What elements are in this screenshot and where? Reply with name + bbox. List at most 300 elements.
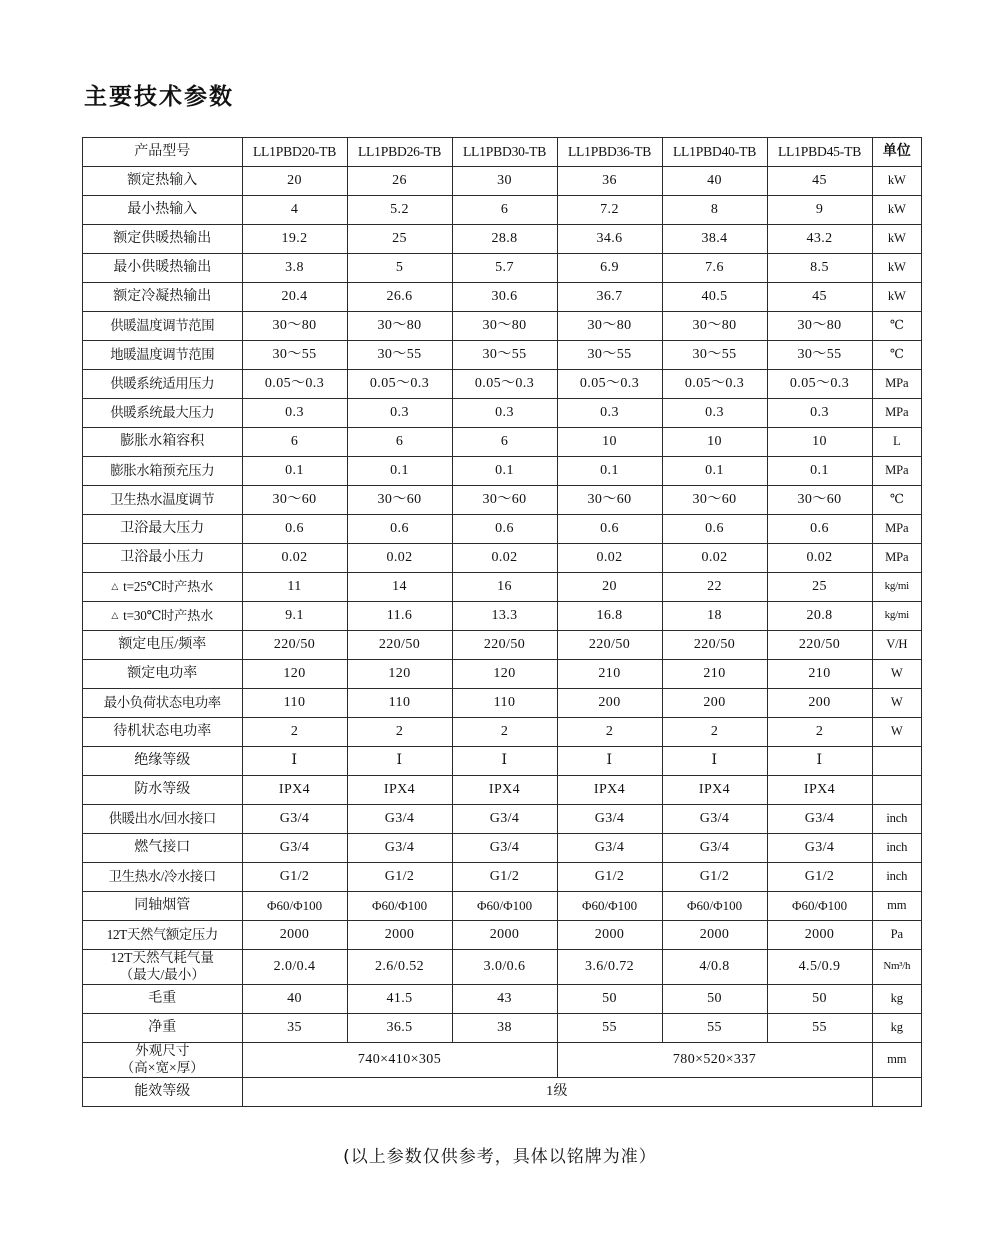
row-5 <box>83 312 922 341</box>
row-value: 2000 <box>557 921 662 950</box>
row-value: 25 <box>347 225 452 254</box>
row-label: 绝缘等级 <box>83 747 243 776</box>
row-value: 220/50 <box>557 631 662 660</box>
spec-table-container <box>82 137 922 1107</box>
row-value: Φ60/Φ100 <box>557 892 662 921</box>
row-value: 30～80 <box>662 312 767 341</box>
row-value: 45 <box>767 283 872 312</box>
row-16 <box>83 631 922 660</box>
row-value: 38.4 <box>662 225 767 254</box>
row-label: 额定冷凝热输出 <box>83 283 243 312</box>
row-20 <box>83 747 922 776</box>
row-value: G3/4 <box>557 834 662 863</box>
row-value: 6 <box>452 196 557 225</box>
row-value: Φ60/Φ100 <box>767 892 872 921</box>
row-value: 38 <box>452 1013 557 1042</box>
row-unit: Nm³/h <box>872 950 921 985</box>
row-label: 净重 <box>83 1013 243 1042</box>
row-value: 34.6 <box>557 225 662 254</box>
row-value: 8.5 <box>767 254 872 283</box>
row-label <box>83 573 243 602</box>
row-value: 210 <box>662 660 767 689</box>
row-value: 8 <box>662 196 767 225</box>
row-value: 110 <box>452 689 557 718</box>
row-label: 最小供暖热输出 <box>83 254 243 283</box>
row-12 <box>83 515 922 544</box>
row-value: 220/50 <box>242 631 347 660</box>
row-value: 0.6 <box>347 515 452 544</box>
row-label: 毛重 <box>83 984 243 1013</box>
row-label: 最小热输入 <box>83 196 243 225</box>
row-value: 2.0/0.4 <box>242 950 347 985</box>
row-value: 30～60 <box>452 486 557 515</box>
row-value: 0.1 <box>452 457 557 486</box>
row-value: 19.2 <box>242 225 347 254</box>
row-value: 0.6 <box>557 515 662 544</box>
row-value: 4.5/0.9 <box>767 950 872 985</box>
row-value: 14 <box>347 573 452 602</box>
row-4 <box>83 283 922 312</box>
row-value: 30～80 <box>242 312 347 341</box>
row-value: 30～80 <box>767 312 872 341</box>
row-18 <box>83 689 922 718</box>
row-value: IPX4 <box>452 776 557 805</box>
row-value: 0.3 <box>662 399 767 428</box>
row-value: 4/0.8 <box>662 950 767 985</box>
row-value: G3/4 <box>767 805 872 834</box>
row-value: 30～60 <box>557 486 662 515</box>
row-value: 45 <box>767 167 872 196</box>
row-dimensions <box>83 1042 922 1077</box>
row-value: 0.3 <box>242 399 347 428</box>
row-value: IPX4 <box>347 776 452 805</box>
spec-table <box>82 137 922 1107</box>
row-26 <box>83 921 922 950</box>
row-value: 0.1 <box>347 457 452 486</box>
row-value: 55 <box>662 1013 767 1042</box>
row-value: 210 <box>557 660 662 689</box>
row-value: 110 <box>242 689 347 718</box>
row-7 <box>83 370 922 399</box>
row-value: 0.05～0.3 <box>767 370 872 399</box>
row-value: 120 <box>242 660 347 689</box>
row-23 <box>83 834 922 863</box>
header-label-cell: 产品型号 <box>83 138 243 167</box>
row-value: G3/4 <box>767 834 872 863</box>
row-value: 120 <box>452 660 557 689</box>
dimensions-unit: mm <box>872 1042 921 1077</box>
row-label: 供暖温度调节范围 <box>83 312 243 341</box>
row-value: 120 <box>347 660 452 689</box>
row-unit: kg/mi <box>872 573 921 602</box>
row-value: IPX4 <box>242 776 347 805</box>
row-value: 55 <box>767 1013 872 1042</box>
row-value: G3/4 <box>557 805 662 834</box>
row-unit: MPa <box>872 515 921 544</box>
row-label: 供暖出水/回水接口 <box>83 805 243 834</box>
row-value: 5.7 <box>452 254 557 283</box>
row-value: 0.3 <box>557 399 662 428</box>
row-value: 50 <box>662 984 767 1013</box>
row-value: 4 <box>242 196 347 225</box>
row-value: 9.1 <box>242 602 347 631</box>
row-value: G3/4 <box>452 834 557 863</box>
row-unit: kg <box>872 1013 921 1042</box>
row-value: 26 <box>347 167 452 196</box>
row-unit <box>872 747 921 776</box>
row-value: 10 <box>662 428 767 457</box>
row-unit: Pa <box>872 921 921 950</box>
row-label: 膨胀水箱容积 <box>83 428 243 457</box>
row-label: 卫浴最小压力 <box>83 544 243 573</box>
row-value: 20.8 <box>767 602 872 631</box>
row-value: 0.6 <box>452 515 557 544</box>
row-28 <box>83 984 922 1013</box>
row-label-line2: （最大/最小） <box>119 966 205 982</box>
row-value: 2 <box>452 718 557 747</box>
row-value: 30～55 <box>242 341 347 370</box>
row-value: 2.6/0.52 <box>347 950 452 985</box>
row-value: Φ60/Φ100 <box>347 892 452 921</box>
row-value: 0.02 <box>557 544 662 573</box>
row-value: 40 <box>662 167 767 196</box>
row-24 <box>83 863 922 892</box>
row-unit: inch <box>872 863 921 892</box>
row-value: 30～55 <box>347 341 452 370</box>
row-value: IPX4 <box>767 776 872 805</box>
dimensions-value-right: 780×520×337 <box>557 1042 872 1077</box>
row-value: 13.3 <box>452 602 557 631</box>
row-value: 0.02 <box>662 544 767 573</box>
row-1 <box>83 196 922 225</box>
dimensions-label-line1: 外观尺寸 <box>135 1042 190 1058</box>
row-value: 16.8 <box>557 602 662 631</box>
row-unit: kW <box>872 167 921 196</box>
delta-triangle-icon: △ <box>111 609 119 620</box>
row-value: G1/2 <box>452 863 557 892</box>
row-value: 220/50 <box>662 631 767 660</box>
row-value: 2000 <box>662 921 767 950</box>
row-value: 0.3 <box>452 399 557 428</box>
row-6 <box>83 341 922 370</box>
row-value: 0.1 <box>242 457 347 486</box>
row-value: 30～60 <box>662 486 767 515</box>
row-label: 额定电功率 <box>83 660 243 689</box>
row-value: Ⅰ <box>347 747 452 776</box>
row-value: 0.05～0.3 <box>557 370 662 399</box>
row-label: 燃气接口 <box>83 834 243 863</box>
row-value: 30～55 <box>557 341 662 370</box>
row-value: 10 <box>557 428 662 457</box>
row-22 <box>83 805 922 834</box>
row-label: 卫浴最大压力 <box>83 515 243 544</box>
row-value: 35 <box>242 1013 347 1042</box>
row-label: 供暖系统适用压力 <box>83 370 243 399</box>
row-value: 3.0/0.6 <box>452 950 557 985</box>
row-value: 2 <box>662 718 767 747</box>
efficiency-value: 1级 <box>242 1077 872 1106</box>
row-value: 30～80 <box>452 312 557 341</box>
row-value: 18 <box>662 602 767 631</box>
row-value: G1/2 <box>242 863 347 892</box>
dimensions-value-left: 740×410×305 <box>242 1042 557 1077</box>
row-value: 2000 <box>242 921 347 950</box>
dimensions-label-line2: （高×宽×厚） <box>120 1059 204 1075</box>
row-value: 2000 <box>347 921 452 950</box>
row-label-line1: 12T天然气耗气量 <box>110 950 214 965</box>
row-unit: mm <box>872 892 921 921</box>
row-value: 0.02 <box>347 544 452 573</box>
row-value: 30～60 <box>347 486 452 515</box>
row-value: 0.6 <box>662 515 767 544</box>
efficiency-label: 能效等级 <box>83 1077 243 1106</box>
header-unit-cell: 单位 <box>872 138 921 167</box>
row-15 <box>83 602 922 631</box>
row-value: G1/2 <box>767 863 872 892</box>
row-value: 0.05～0.3 <box>242 370 347 399</box>
row-value: G1/2 <box>557 863 662 892</box>
row-value: 6 <box>452 428 557 457</box>
row-value: G3/4 <box>347 805 452 834</box>
row-value: 220/50 <box>452 631 557 660</box>
row-value: Φ60/Φ100 <box>452 892 557 921</box>
row-value: 40.5 <box>662 283 767 312</box>
row-29 <box>83 1013 922 1042</box>
row-value: Ⅰ <box>242 747 347 776</box>
row-value: 6 <box>242 428 347 457</box>
row-value: Ⅰ <box>767 747 872 776</box>
row-value: Ⅰ <box>452 747 557 776</box>
row-unit: W <box>872 689 921 718</box>
row-14 <box>83 573 922 602</box>
row-value: G3/4 <box>242 805 347 834</box>
row-unit: inch <box>872 805 921 834</box>
row-unit: V/H <box>872 631 921 660</box>
row-value: Φ60/Φ100 <box>662 892 767 921</box>
header-model-1: LL1PBD26-TB <box>347 138 452 167</box>
row-0 <box>83 167 922 196</box>
row-unit: inch <box>872 834 921 863</box>
row-value: 0.02 <box>767 544 872 573</box>
row-value: G1/2 <box>662 863 767 892</box>
row-value: 2 <box>767 718 872 747</box>
row-value: 41.5 <box>347 984 452 1013</box>
row-value: 36.5 <box>347 1013 452 1042</box>
row-value: 30～55 <box>767 341 872 370</box>
row-label: 12T天然气额定压力 <box>83 921 243 950</box>
row-label: 额定电压/频率 <box>83 631 243 660</box>
row-unit: MPa <box>872 544 921 573</box>
row-unit: L <box>872 428 921 457</box>
row-value: 3.8 <box>242 254 347 283</box>
row-label-text: t=25℃时产热水 <box>123 578 214 594</box>
row-value: 220/50 <box>767 631 872 660</box>
row-value: 5.2 <box>347 196 452 225</box>
row-25 <box>83 892 922 921</box>
delta-triangle-icon: △ <box>111 580 119 591</box>
row-value: G3/4 <box>452 805 557 834</box>
row-value: 50 <box>557 984 662 1013</box>
table-header-row <box>83 138 922 167</box>
row-3 <box>83 254 922 283</box>
row-value: Ⅰ <box>557 747 662 776</box>
row-value: 43.2 <box>767 225 872 254</box>
row-value: G3/4 <box>347 834 452 863</box>
row-value: 2000 <box>452 921 557 950</box>
row-value: 20.4 <box>242 283 347 312</box>
row-19 <box>83 718 922 747</box>
row-value: IPX4 <box>662 776 767 805</box>
row-label: 膨胀水箱预充压力 <box>83 457 243 486</box>
row-value: G3/4 <box>662 805 767 834</box>
row-label: 额定供暖热输出 <box>83 225 243 254</box>
header-model-2: LL1PBD30-TB <box>452 138 557 167</box>
row-unit: W <box>872 718 921 747</box>
row-value: 220/50 <box>347 631 452 660</box>
row-unit: W <box>872 660 921 689</box>
row-unit: MPa <box>872 399 921 428</box>
row-label: 额定热输入 <box>83 167 243 196</box>
row-value: 11.6 <box>347 602 452 631</box>
row-label: 供暖系统最大压力 <box>83 399 243 428</box>
row-value: Φ60/Φ100 <box>242 892 347 921</box>
row-value: 2 <box>242 718 347 747</box>
row-value: 200 <box>557 689 662 718</box>
row-value: 6 <box>347 428 452 457</box>
row-value: 0.05～0.3 <box>662 370 767 399</box>
row-27-gas-consumption <box>83 950 922 985</box>
row-value: 110 <box>347 689 452 718</box>
row-value: 200 <box>662 689 767 718</box>
row-unit: ℃ <box>872 312 921 341</box>
row-value: 40 <box>242 984 347 1013</box>
row-value: 0.3 <box>767 399 872 428</box>
row-value: 200 <box>767 689 872 718</box>
row-value: 26.6 <box>347 283 452 312</box>
row-value: 6.9 <box>557 254 662 283</box>
row-value: 0.05～0.3 <box>347 370 452 399</box>
row-value: Ⅰ <box>662 747 767 776</box>
row-label <box>83 950 243 985</box>
row-10 <box>83 457 922 486</box>
row-label: 同轴烟管 <box>83 892 243 921</box>
row-unit: kg/mi <box>872 602 921 631</box>
row-value: 3.6/0.72 <box>557 950 662 985</box>
row-value: 0.6 <box>242 515 347 544</box>
row-value: 30～80 <box>347 312 452 341</box>
row-value: 2 <box>347 718 452 747</box>
row-value: 25 <box>767 573 872 602</box>
row-value: IPX4 <box>557 776 662 805</box>
row-unit: kg <box>872 984 921 1013</box>
row-value: 9 <box>767 196 872 225</box>
row-efficiency <box>83 1077 922 1106</box>
row-value: 0.1 <box>767 457 872 486</box>
row-label: 卫生热水/冷水接口 <box>83 863 243 892</box>
row-value: 7.2 <box>557 196 662 225</box>
row-label: 待机状态电功率 <box>83 718 243 747</box>
row-value: 30～80 <box>557 312 662 341</box>
row-8 <box>83 399 922 428</box>
row-label: 卫生热水温度调节 <box>83 486 243 515</box>
row-13 <box>83 544 922 573</box>
row-21 <box>83 776 922 805</box>
row-2 <box>83 225 922 254</box>
row-value: 43 <box>452 984 557 1013</box>
row-value: 36.7 <box>557 283 662 312</box>
row-value: 28.8 <box>452 225 557 254</box>
dimensions-label <box>83 1042 243 1077</box>
row-value: 0.1 <box>557 457 662 486</box>
row-unit <box>872 776 921 805</box>
row-value: 30～60 <box>242 486 347 515</box>
row-unit: kW <box>872 254 921 283</box>
row-value: 20 <box>242 167 347 196</box>
spec-table-body <box>83 138 922 1107</box>
row-value: 0.05～0.3 <box>452 370 557 399</box>
row-value: G3/4 <box>242 834 347 863</box>
row-11 <box>83 486 922 515</box>
row-value: 36 <box>557 167 662 196</box>
row-value: 30～60 <box>767 486 872 515</box>
page-title: 主要技术参数 <box>84 84 234 110</box>
row-value: G1/2 <box>347 863 452 892</box>
row-value: 2000 <box>767 921 872 950</box>
row-unit: MPa <box>872 457 921 486</box>
row-unit: ℃ <box>872 341 921 370</box>
row-value: 22 <box>662 573 767 602</box>
row-value: 10 <box>767 428 872 457</box>
row-value: 0.02 <box>242 544 347 573</box>
row-value: 11 <box>242 573 347 602</box>
row-label: 最小负荷状态电功率 <box>83 689 243 718</box>
row-unit: ℃ <box>872 486 921 515</box>
row-value: 7.6 <box>662 254 767 283</box>
row-17 <box>83 660 922 689</box>
row-label: 防水等级 <box>83 776 243 805</box>
row-value: 30～55 <box>452 341 557 370</box>
row-value: 30.6 <box>452 283 557 312</box>
row-value: 210 <box>767 660 872 689</box>
row-value: 0.1 <box>662 457 767 486</box>
row-value: 30 <box>452 167 557 196</box>
row-value: 16 <box>452 573 557 602</box>
row-unit: kW <box>872 225 921 254</box>
header-model-3: LL1PBD36-TB <box>557 138 662 167</box>
row-unit: MPa <box>872 370 921 399</box>
efficiency-unit <box>872 1077 921 1106</box>
row-label <box>83 602 243 631</box>
header-model-5: LL1PBD45-TB <box>767 138 872 167</box>
row-value: 50 <box>767 984 872 1013</box>
row-value: 0.6 <box>767 515 872 544</box>
row-label-text: t=30℃时产热水 <box>123 607 214 623</box>
row-label: 地暖温度调节范围 <box>83 341 243 370</box>
row-unit: kW <box>872 283 921 312</box>
row-unit: kW <box>872 196 921 225</box>
row-value: G3/4 <box>662 834 767 863</box>
row-value: 2 <box>557 718 662 747</box>
row-value: 0.3 <box>347 399 452 428</box>
header-model-4: LL1PBD40-TB <box>662 138 767 167</box>
row-value: 30～55 <box>662 341 767 370</box>
row-value: 5 <box>347 254 452 283</box>
row-9 <box>83 428 922 457</box>
row-value: 55 <box>557 1013 662 1042</box>
row-value: 0.02 <box>452 544 557 573</box>
row-value: 20 <box>557 573 662 602</box>
header-model-0: LL1PBD20-TB <box>242 138 347 167</box>
